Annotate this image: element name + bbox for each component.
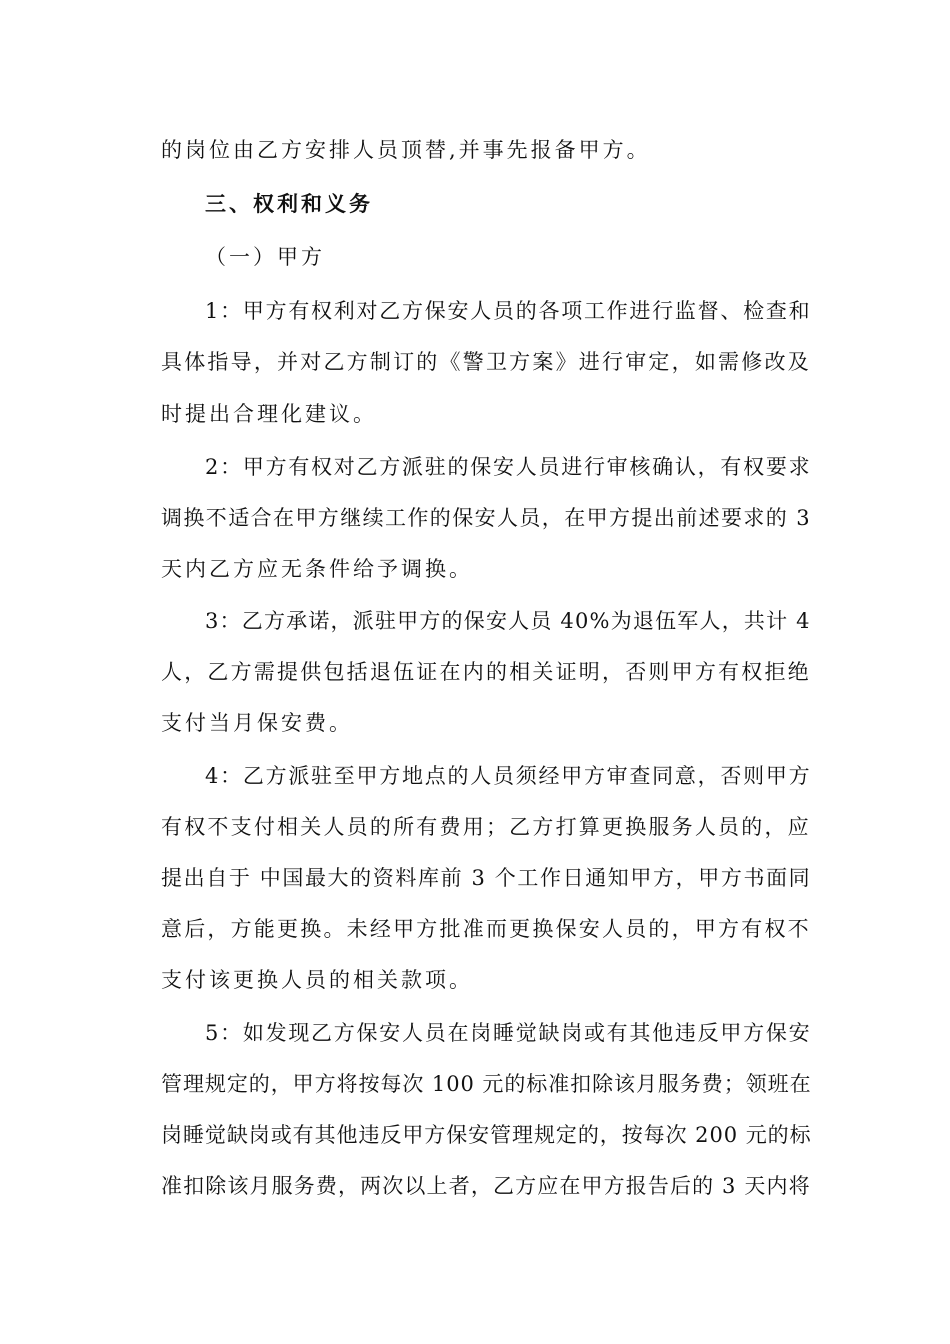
- subsection-heading: （一）甲方: [205, 245, 325, 269]
- clause-5-line-1: 5：如发现乙方保安人员在岗睡觉缺岗或有其他违反甲方保安: [205, 1021, 812, 1045]
- clause-2-line-3: 天内乙方应无条件给予调换。: [161, 557, 473, 581]
- section-heading: 三、权利和义务: [205, 191, 373, 216]
- clause-4-line-1: 4：乙方派驻至甲方地点的人员须经甲方审查同意，否则甲方: [205, 764, 812, 788]
- clause-4-line-4: 意后，方能更换。未经甲方批准而更换保安人员的，甲方有权不: [161, 917, 811, 941]
- clause-5-line-4: 准扣除该月服务费，两次以上者，乙方应在甲方报告后的 3 天内将: [161, 1174, 811, 1198]
- clause-2-line-1: 2：甲方有权对乙方派驻的保安人员进行审核确认，有权要求: [205, 455, 812, 479]
- clause-5-line-2: 管理规定的，甲方将按每次 100 元的标准扣除该月服务费；领班在: [161, 1072, 812, 1096]
- clause-2-line-2: 调换不适合在甲方继续工作的保安人员，在甲方提出前述要求的 3: [161, 506, 812, 530]
- clause-1-line-1: 1：甲方有权利对乙方保安人员的各项工作进行监督、检查和: [205, 299, 812, 323]
- clause-4-line-3: 提出自于 中国最大的资料库前 3 个工作日通知甲方，甲方书面同: [161, 866, 812, 890]
- clause-3-line-3: 支付当月保安费。: [161, 711, 353, 735]
- clause-1-line-2: 具体指导，并对乙方制订的《警卫方案》进行审定，如需修改及: [161, 350, 811, 374]
- clause-5-line-3: 岗睡觉缺岗或有其他违反甲方保安管理规定的，按每次 200 元的标: [161, 1123, 812, 1147]
- clause-4-line-2: 有权不支付相关人员的所有费用；乙方打算更换服务人员的，应: [161, 815, 811, 839]
- clause-1-line-3: 时提出合理化建议。: [161, 402, 377, 426]
- clause-4-line-5: 支付该更换人员的相关款项。: [161, 968, 473, 992]
- clause-3-line-1: 3：乙方承诺，派驻甲方的保安人员 40%为退伍军人，共计 4: [205, 609, 811, 633]
- text-line: 的岗位由乙方安排人员顶替,并事先报备甲方。: [161, 138, 651, 162]
- clause-3-line-2: 人，乙方需提供包括退伍证在内的相关证明，否则甲方有权拒绝: [161, 660, 811, 684]
